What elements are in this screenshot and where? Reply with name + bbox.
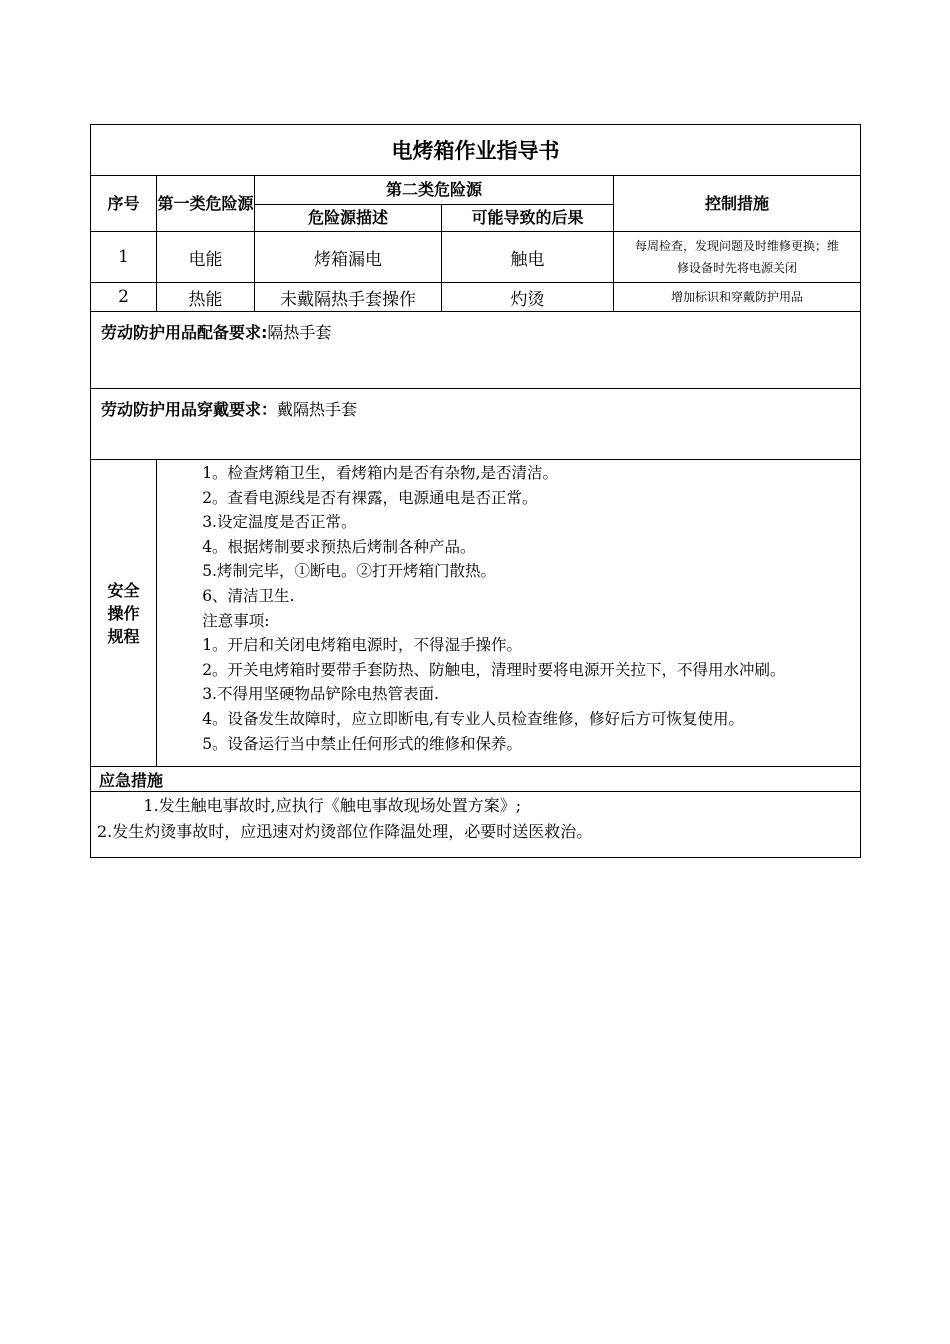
row-desc: 烤箱漏电 (255, 232, 442, 283)
ppe-wear-value: 戴隔热手套 (277, 400, 358, 419)
procedure-line: 6、清洁卫生. (202, 586, 295, 605)
ppe-equip-requirement (91, 312, 861, 389)
procedure-line: 2。开关电烤箱时要带手套防热、防触电，清理时要将电源开关拉下，不得用水冲刷。 (202, 660, 786, 679)
procedure-line: 1。检查烤箱卫生，看烤箱内是否有杂物,是否清洁。 (202, 464, 558, 482)
procedure-label-line: 安全 (107, 580, 140, 600)
procedure-label-line: 规程 (107, 626, 140, 646)
procedure-line: 3.设定温度是否正常。 (202, 513, 357, 532)
row-consequence: 触电 (442, 232, 614, 283)
ppe-wear-label: 劳动防护用品穿戴要求： (101, 400, 278, 419)
row-consequence: 灼烫 (442, 283, 614, 312)
table-row (91, 283, 861, 312)
row-desc: 未戴隔热手套操作 (255, 283, 442, 312)
document-title: 电烤箱作业指导书 (91, 125, 861, 176)
ppe-wear-requirement (91, 389, 861, 460)
header-seq: 序号 (91, 176, 157, 232)
procedure-line: 2。查看电源线是否有裸露，电源通电是否正常。 (202, 488, 538, 507)
precautions-heading: 注意事项: (202, 611, 270, 630)
row-control: 每周检查，发现问题及时维修更换；维修设备时先将电源关闭 (614, 232, 861, 283)
procedure-line: 5.烤制完毕，①断电。②打开烤箱门散热。 (202, 562, 496, 581)
ppe-equip-label: 劳动防护用品配备要求: (101, 323, 268, 342)
procedure-content (157, 460, 861, 767)
header-consequence: 可能导致的后果 (442, 205, 614, 232)
row-control: 增加标识和穿戴防护用品 (614, 283, 861, 312)
document-page (90, 124, 860, 858)
procedure-label-line: 操作 (107, 603, 140, 623)
row-type1: 电能 (157, 232, 255, 283)
header-type2: 第二类危险源 (255, 176, 614, 205)
header-type1: 第一类危险源 (157, 176, 255, 232)
header-control: 控制措施 (614, 176, 861, 232)
procedure-label (91, 460, 157, 767)
emergency-line: 2.发生灼烫事故时，应迅速对灼烫部位作降温处理，必要时送医救治。 (97, 822, 593, 842)
procedure-line: 3.不得用坚硬物品铲除电热管表面. (202, 685, 439, 704)
emergency-line: 1.发生触电事故时,应执行《触电事故现场处置方案》; (143, 796, 522, 816)
procedure-line: 4。设备发生故障时，应立即断电,有专业人员检查维修，修好后方可恢复使用。 (202, 709, 744, 728)
header-desc: 危险源描述 (255, 205, 442, 232)
emergency-content (91, 792, 861, 858)
procedure-line: 1。开启和关闭电烤箱电源时，不得湿手操作。 (202, 636, 523, 655)
row-seq: 2 (91, 283, 157, 312)
emergency-label: 应急措施 (91, 767, 861, 792)
row-seq: 1 (91, 232, 157, 283)
instruction-table (90, 124, 861, 858)
table-row (91, 232, 861, 283)
procedure-line: 5。设备运行当中禁止任何形式的维修和保养。 (202, 734, 523, 753)
row-type1: 热能 (157, 283, 255, 312)
ppe-equip-value: 隔热手套 (267, 323, 332, 342)
procedure-line: 4。根据烤制要求预热后烤制各种产品。 (202, 537, 476, 556)
